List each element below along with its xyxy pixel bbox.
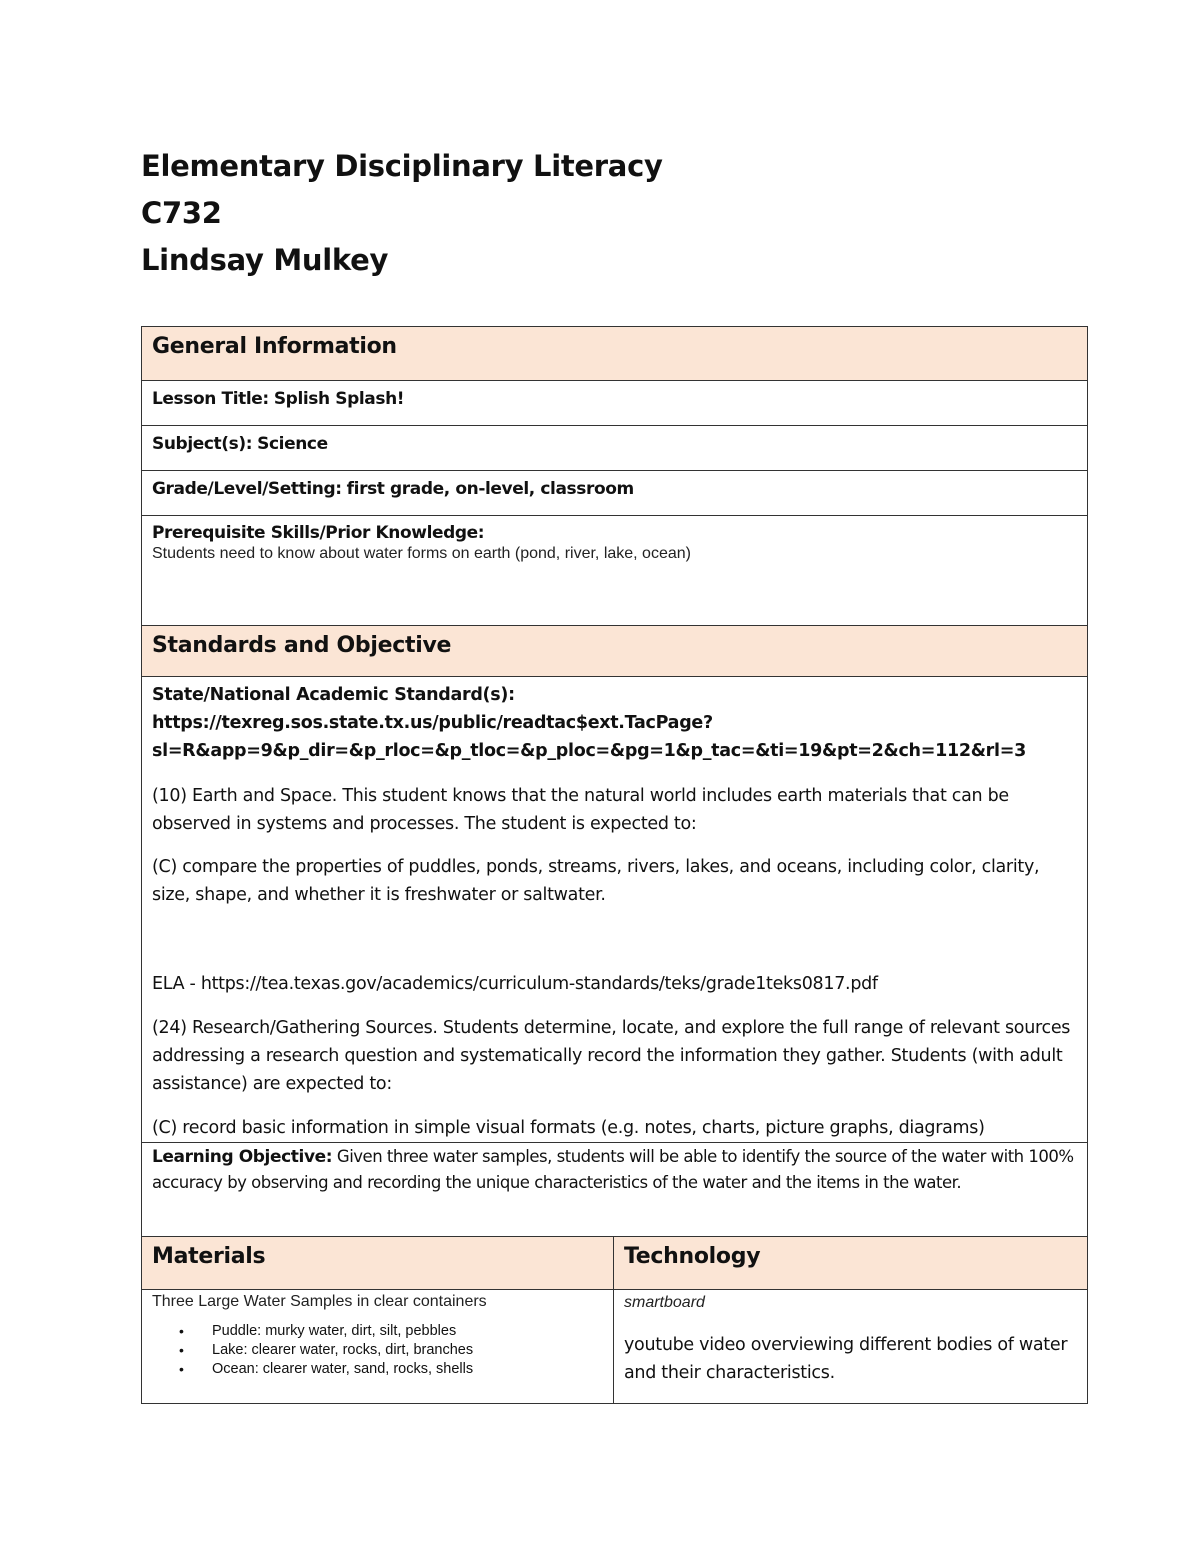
materials-list bbox=[152, 1322, 603, 1379]
record-standard: (C) record basic information in simple visual formats (e.g. notes, charts, picture graphs, diagrams) bbox=[152, 1118, 985, 1138]
standards-heading: Standards and Objective bbox=[152, 633, 452, 658]
ela-standard-link: ELA - https://tea.texas.gov/academics/curriculum-standards/teks/grade1teks0817.pdf bbox=[152, 974, 878, 994]
objective-row bbox=[142, 1143, 1088, 1237]
grade-label: Grade/Level/Setting: bbox=[152, 479, 342, 499]
compare-standard: (C) compare the properties of puddles, ponds, streams, rivers, lakes, and oceans, including color, clarity, size, shape, and whether it is freshwater or saltwater. bbox=[152, 857, 1040, 905]
general-info-heading: General Information bbox=[152, 334, 397, 359]
technology-heading: Technology bbox=[624, 1244, 761, 1269]
lesson-plan-table bbox=[141, 326, 1088, 1404]
grade-value: first grade, on-level, classroom bbox=[346, 479, 634, 499]
document-header bbox=[141, 143, 663, 284]
prereq-label: Prerequisite Skills/Prior Knowledge: bbox=[152, 523, 485, 543]
subjects-label: Subject(s): bbox=[152, 434, 253, 454]
course-code: C732 bbox=[141, 196, 222, 230]
lesson-title-row bbox=[142, 381, 1088, 426]
materials-tech-header-row bbox=[142, 1237, 1088, 1290]
earth-space-standard: (10) Earth and Space. This student knows that the natural world includes earth materials that can be observed in systems and processes. The student is expected to: bbox=[152, 786, 1009, 834]
prereq-row bbox=[142, 516, 1088, 626]
general-info-header-row bbox=[142, 327, 1088, 381]
technology-video: youtube video overviewing different bodies of water and their characteristics. bbox=[624, 1335, 1068, 1383]
research-standard: (24) Research/Gathering Sources. Students determine, locate, and explore the full range of relevant sources addressing a research question and systematically record the information they gather. Students (with adult assistance) are expected to: bbox=[152, 1018, 1071, 1094]
grade-row bbox=[142, 471, 1088, 516]
subjects-value: Science bbox=[257, 434, 328, 454]
standards-header-row bbox=[142, 626, 1088, 677]
state-standard-line2: sl=R&app=9&p_dir=&p_rloc=&p_tloc=&p_ploc=&pg=1&p_tac=&ti=19&pt=2&ch=112&rl=3 bbox=[152, 741, 1026, 761]
lesson-title-value: Splish Splash! bbox=[273, 389, 405, 409]
technology-device: smartboard bbox=[624, 1294, 705, 1311]
list-item: • Lake: clearer water, rocks, dirt, branches bbox=[212, 1341, 603, 1360]
document-title: Elementary Disciplinary Literacy bbox=[141, 149, 663, 183]
subjects-row bbox=[142, 426, 1088, 471]
materials-heading: Materials bbox=[152, 1244, 266, 1269]
materials-tech-row bbox=[142, 1290, 1088, 1404]
author-name: Lindsay Mulkey bbox=[141, 243, 389, 277]
objective-value: Given three water samples, students will be able to identify the source of the water with 100% accuracy by observing and recording the unique characteristics of the water and the items in the water. bbox=[152, 1147, 1074, 1192]
standards-row bbox=[142, 677, 1088, 1143]
list-item: • Ocean: clearer water, sand, rocks, shells bbox=[212, 1360, 603, 1379]
prereq-value: Students need to know about water forms on earth (pond, river, lake, ocean) bbox=[152, 545, 691, 562]
materials-intro: Three Large Water Samples in clear containers bbox=[152, 1293, 487, 1310]
list-item: • Puddle: murky water, dirt, silt, pebbles bbox=[212, 1322, 603, 1341]
state-standard-line1: State/National Academic Standard(s): https://texreg.sos.state.tx.us/public/readtac$ext.TacPage? bbox=[152, 685, 713, 733]
lesson-title-label: Lesson Title: bbox=[152, 389, 269, 409]
objective-label: Learning Objective: bbox=[152, 1147, 333, 1167]
